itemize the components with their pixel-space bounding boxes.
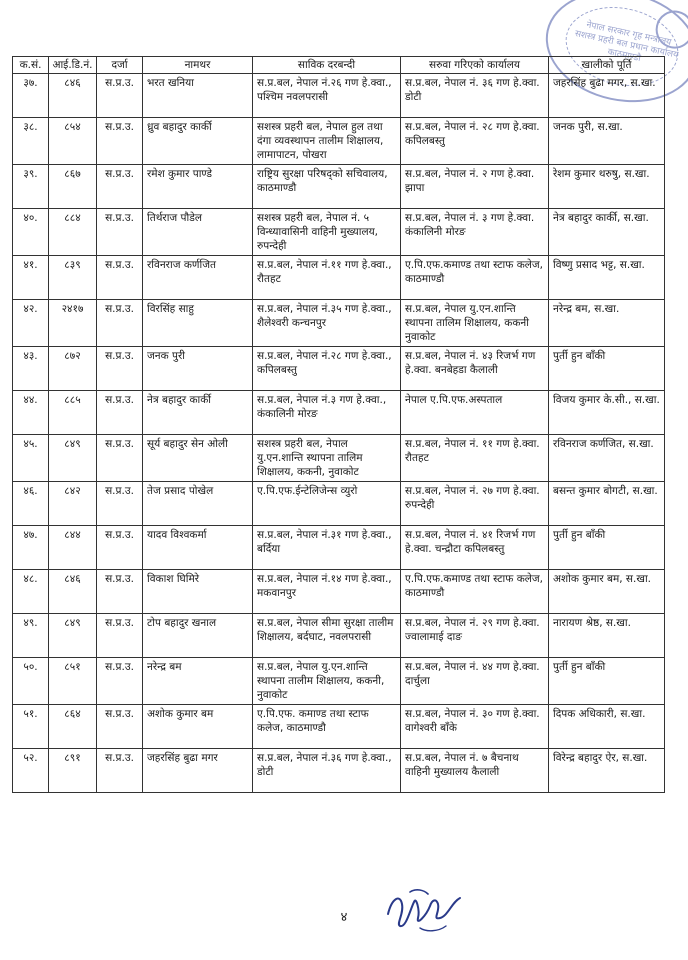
header-name: नामथर [143, 57, 253, 74]
row-vacancy-fill: नारायण श्रेष्ठ, स.खा. [549, 614, 665, 658]
row-rank: स.प्र.उ. [97, 209, 143, 256]
table-row [13, 391, 665, 435]
row-id: ८७२ [49, 347, 97, 391]
row-previous-post: स.प्र.बल, नेपाल नं.३१ गण हे.क्वा., बर्दिया [253, 526, 401, 570]
row-rank: स.प्र.उ. [97, 347, 143, 391]
row-rank: स.प्र.उ. [97, 391, 143, 435]
row-serial: ४५. [13, 435, 49, 482]
header-id: आई.डि.नं. [49, 57, 97, 74]
row-name: विकाश घिमिरे [143, 570, 253, 614]
row-name: तेज प्रसाद पोखेल [143, 482, 253, 526]
row-id: ८८४ [49, 209, 97, 256]
table-row [13, 658, 665, 705]
row-previous-post: स.प्र.बल, नेपाल नं.२६ गण हे.क्वा., पश्चिम नवलपरासी [253, 74, 401, 118]
row-id: ८४४ [49, 526, 97, 570]
table-body [13, 74, 665, 793]
row-id: ८६७ [49, 165, 97, 209]
row-rank: स.प्र.उ. [97, 614, 143, 658]
row-id: ८३९ [49, 256, 97, 300]
row-name: तिर्थराज पौडेल [143, 209, 253, 256]
row-previous-post: स.प्र.बल, नेपाल नं.११ गण हे.क्वा., रौतहट [253, 256, 401, 300]
row-id: ८४६ [49, 570, 97, 614]
row-name: यादव विश्वकर्मा [143, 526, 253, 570]
row-transferred-office: स.प्र.बल, नेपाल यु.एन.शान्ति स्थापना तालिम शिक्षालय, ककनी नुवाकोट [401, 300, 549, 347]
table-row [13, 749, 665, 793]
row-rank: स.प्र.उ. [97, 435, 143, 482]
row-serial: ५१. [13, 705, 49, 749]
row-rank: स.प्र.उ. [97, 256, 143, 300]
row-id: ८९१ [49, 749, 97, 793]
row-name: अशोक कुमार बम [143, 705, 253, 749]
row-transferred-office: स.प्र.बल, नेपाल नं. ३० गण हे.क्वा. वागेश्वरी बाँके [401, 705, 549, 749]
row-serial: ४१. [13, 256, 49, 300]
row-rank: स.प्र.उ. [97, 118, 143, 165]
row-vacancy-fill: विरेन्द्र बहादुर ऐर, स.खा. [549, 749, 665, 793]
row-previous-post: स.प्र.बल, नेपाल नं.१४ गण हे.क्वा., मकवानपुर [253, 570, 401, 614]
row-transferred-office: स.प्र.बल, नेपाल नं. ७ बैचनाथ वाहिनी मुख्यालय कैलाली [401, 749, 549, 793]
row-name: रमेश कुमार पाण्डे [143, 165, 253, 209]
row-serial: ४०. [13, 209, 49, 256]
row-rank: स.प्र.उ. [97, 300, 143, 347]
row-serial: ४८. [13, 570, 49, 614]
row-previous-post: सशस्त्र प्रहरी बल, नेपाल नं. ५ विन्ध्यावासिनी वाहिनी मुख्यालय, रुपन्देही [253, 209, 401, 256]
row-id: २४१७ [49, 300, 97, 347]
row-serial: ३७. [13, 74, 49, 118]
row-vacancy-fill: दिपक अधिकारी, स.खा. [549, 705, 665, 749]
row-rank: स.प्र.उ. [97, 165, 143, 209]
row-serial: ४९. [13, 614, 49, 658]
row-id: ८४९ [49, 435, 97, 482]
table-header-row [13, 57, 665, 74]
row-vacancy-fill: रेशम कुमार थरुषु, स.खा. [549, 165, 665, 209]
table-row [13, 482, 665, 526]
table-row [13, 435, 665, 482]
row-transferred-office: नेपाल ए.पि.एफ.अस्पताल [401, 391, 549, 435]
row-vacancy-fill: विष्णु प्रसाद भट्ट, स.खा. [549, 256, 665, 300]
row-transferred-office: स.प्र.बल, नेपाल नं. २८ गण हे.क्वा. कपिलबस्तु [401, 118, 549, 165]
row-transferred-office: स.प्र.बल, नेपाल नं. ३६ गण हे.क्वा. डोटी [401, 74, 549, 118]
row-serial: ५०. [13, 658, 49, 705]
row-name: भरत खनिया [143, 74, 253, 118]
row-id: ८८५ [49, 391, 97, 435]
row-vacancy-fill: बसन्त कुमार बोगटी, स.खा. [549, 482, 665, 526]
row-previous-post: स.प्र.बल, नेपाल यु.एन.शान्ति स्थापना तालीम शिक्षालय, ककनी, नुवाकोट [253, 658, 401, 705]
row-transferred-office: स.प्र.बल, नेपाल नं. ४३ रिजर्भ गण हे.क्वा. बनबेहडा कैलाली [401, 347, 549, 391]
row-rank: स.प्र.उ. [97, 570, 143, 614]
row-serial: ४६. [13, 482, 49, 526]
table-row [13, 614, 665, 658]
row-rank: स.प्र.उ. [97, 705, 143, 749]
table-row [13, 256, 665, 300]
row-previous-post: राष्ट्रिय सुरक्षा परिषद्को सचिवालय, काठमाण्डौ [253, 165, 401, 209]
row-serial: ५२. [13, 749, 49, 793]
row-previous-post: सशस्त्र प्रहरी बल, नेपाल हुल तथा दंगा व्यवस्थापन तालीम शिक्षालय, लामापाटन, पोखरा [253, 118, 401, 165]
row-transferred-office: ए.पि.एफ.कमाण्ड तथा स्टाफ कलेज, काठमाण्डौ [401, 570, 549, 614]
table-row [13, 570, 665, 614]
row-transferred-office: ए.पि.एफ.कमाण्ड तथा स्टाफ कलेज, काठमाण्डौ [401, 256, 549, 300]
row-id: ८६४ [49, 705, 97, 749]
row-transferred-office: स.प्र.बल, नेपाल नं. २ गण हे.क्वा. झापा [401, 165, 549, 209]
row-name: रविनराज कर्णजित [143, 256, 253, 300]
row-serial: ४२. [13, 300, 49, 347]
header-vacancy-fill: खालीको पूर्ति [549, 57, 665, 74]
table-row [13, 347, 665, 391]
row-name: सूर्य बहादुर सेन ओली [143, 435, 253, 482]
table-row [13, 300, 665, 347]
row-previous-post: स.प्र.बल, नेपाल नं.३ गण हे.क्वा., कंकालिनी मोरङ [253, 391, 401, 435]
row-rank: स.प्र.उ. [97, 749, 143, 793]
row-name: नेत्र बहादुर कार्की [143, 391, 253, 435]
row-vacancy-fill: नेत्र बहादुर कार्की, स.खा. [549, 209, 665, 256]
row-rank: स.प्र.उ. [97, 74, 143, 118]
row-id: ८५४ [49, 118, 97, 165]
row-vacancy-fill: विजय कुमार के.सी., स.खा. [549, 391, 665, 435]
row-vacancy-fill: पुर्ती हुन बाँकी [549, 347, 665, 391]
row-vacancy-fill: जहरसिंह बुढा मगर, स.खा. [549, 74, 665, 118]
header-rank: दर्जा [97, 57, 143, 74]
row-previous-post: स.प्र.बल, नेपाल सीमा सुरक्षा तालीम शिक्षालय, बर्दघाट, नवलपरासी [253, 614, 401, 658]
row-previous-post: ए.पि.एफ.ईन्टेलिजेन्स व्युरो [253, 482, 401, 526]
row-name: विरसिंह साहु [143, 300, 253, 347]
row-transferred-office: स.प्र.बल, नेपाल नं. ४१ रिजर्भ गण हे.क्वा. चन्द्रौटा कपिलबस्तु [401, 526, 549, 570]
row-id: ८४२ [49, 482, 97, 526]
row-previous-post: स.प्र.बल, नेपाल नं.३५ गण हे.क्वा., शैलेश्वरी कन्चनपुर [253, 300, 401, 347]
row-serial: ४७. [13, 526, 49, 570]
row-previous-post: ए.पि.एफ. कमाण्ड तथा स्टाफ कलेज, काठमाण्डौ [253, 705, 401, 749]
page-number: ४ [340, 910, 348, 925]
row-transferred-office: स.प्र.बल, नेपाल नं. ११ गण हे.क्वा. रौतहट [401, 435, 549, 482]
row-vacancy-fill: नरेन्द्र बम, स.खा. [549, 300, 665, 347]
row-previous-post: स.प्र.बल, नेपाल नं.३६ गण हे.क्वा., डोटी [253, 749, 401, 793]
row-name: जहरसिंह बुढा मगर [143, 749, 253, 793]
row-previous-post: सशस्त्र प्रहरी बल, नेपाल यु.एन.शान्ति स्थापना तालिम शिक्षालय, ककनी, नुवाकोट [253, 435, 401, 482]
row-rank: स.प्र.उ. [97, 482, 143, 526]
row-serial: ४३. [13, 347, 49, 391]
row-name: जनक पुरी [143, 347, 253, 391]
table-row [13, 74, 665, 118]
row-transferred-office: स.प्र.बल, नेपाल नं. ४४ गण हे.क्वा. दार्चुला [401, 658, 549, 705]
row-vacancy-fill: रविनराज कर्णजित, स.खा. [549, 435, 665, 482]
row-name: नरेन्द्र बम [143, 658, 253, 705]
row-vacancy-fill: पुर्ती हुन बाँकी [549, 526, 665, 570]
table-row [13, 526, 665, 570]
row-vacancy-fill: पुर्ती हुन बाँकी [549, 658, 665, 705]
header-transferred-office: सरुवा गरिएको कार्यालय [401, 57, 549, 74]
row-id: ८४६ [49, 74, 97, 118]
row-id: ८४९ [49, 614, 97, 658]
row-serial: ४४. [13, 391, 49, 435]
row-previous-post: स.प्र.बल, नेपाल नं.२८ गण हे.क्वा., कपिलबस्तु [253, 347, 401, 391]
transfer-table [12, 56, 665, 793]
table-row [13, 165, 665, 209]
header-sn: क.सं. [13, 57, 49, 74]
row-vacancy-fill: अशोक कुमार बम, स.खा. [549, 570, 665, 614]
row-transferred-office: स.प्र.बल, नेपाल नं. ३ गण हे.क्वा. कंकालिनी मोरङ [401, 209, 549, 256]
table-row [13, 705, 665, 749]
row-name: ध्रुव बहादुर कार्की [143, 118, 253, 165]
row-transferred-office: स.प्र.बल, नेपाल नं. २७ गण हे.क्वा. रुपन्देही [401, 482, 549, 526]
table-row [13, 209, 665, 256]
row-id: ८५१ [49, 658, 97, 705]
row-name: टोप बहादुर खनाल [143, 614, 253, 658]
row-serial: ३९. [13, 165, 49, 209]
row-transferred-office: स.प्र.बल, नेपाल नं. २९ गण हे.क्वा. ज्वालामाई दाङ [401, 614, 549, 658]
row-vacancy-fill: जनक पुरी, स.खा. [549, 118, 665, 165]
row-serial: ३८. [13, 118, 49, 165]
row-rank: स.प्र.उ. [97, 658, 143, 705]
stamp-text: नेपाल सरकार गृह मन्त्रालय सशस्त्र प्रहरी बल प्रधान कार्यालय काठमाण्डौ [573, 20, 680, 65]
table-row [13, 118, 665, 165]
header-previous-post: साविक दरबन्दी [253, 57, 401, 74]
row-rank: स.प्र.उ. [97, 526, 143, 570]
